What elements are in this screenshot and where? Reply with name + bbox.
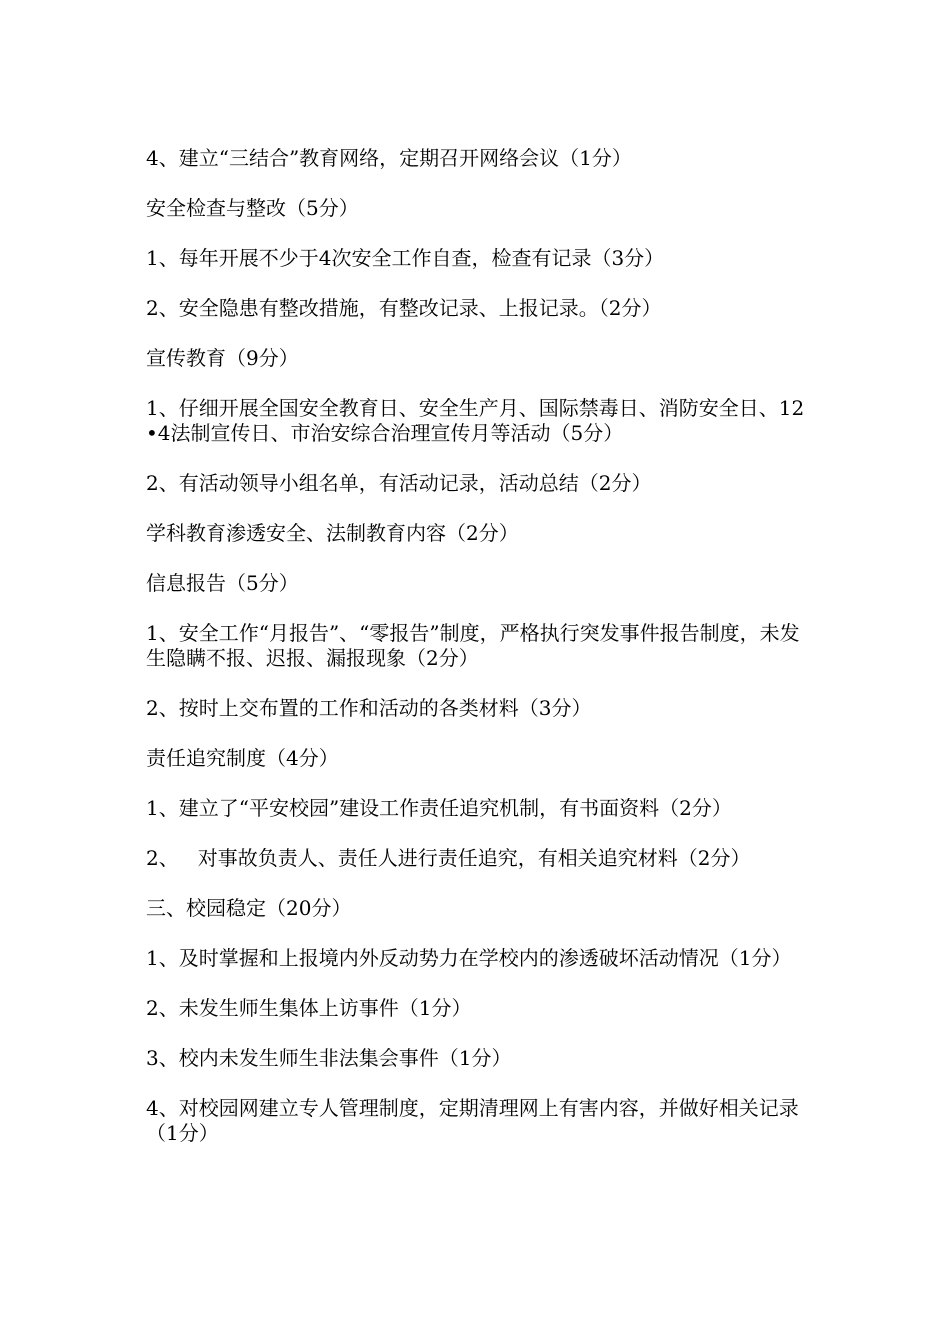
heading-safety-inspection: 安全检查与整改（5分） (146, 196, 359, 220)
document-body (146, 146, 810, 1171)
paragraph-report-system: 1、安全工作“月报告”、“零报告”制度，严格执行突发事件报告制度，未发生隐瞒不报、迟报、漏报现象（2分） (146, 621, 800, 670)
heading-campus-stability: 三、校园稳定（20分） (146, 896, 352, 920)
paragraph-infiltration-report: 1、及时掌握和上报境内外反动势力在学校内的渗透破坏活动情况（1分） (146, 946, 792, 970)
paragraph-education-activities: 1、仔细开展全国安全教育日、安全生产月、国际禁毒日、消防安全日、12•4法制宣传日、市治安综合治理宣传月等活动（5分） (146, 396, 805, 445)
paragraph-self-inspection: 1、每年开展不少于4次安全工作自查，检查有记录（3分） (146, 246, 665, 270)
heading-accountability: 责任追究制度（4分） (146, 746, 339, 770)
paragraph-no-petition: 2、未发生师生集体上访事件（1分） (146, 996, 472, 1020)
paragraph-activity-records: 2、有活动领导小组名单，有活动记录，活动总结（2分） (146, 471, 652, 495)
paragraph-accident-accountability: 2、 对事故负责人、责任人进行责任追究，有相关追究材料（2分） (146, 846, 751, 870)
paragraph-accountability-mechanism: 1、建立了“平安校园”建设工作责任追究机制，有书面资料（2分） (146, 796, 732, 820)
heading-publicity-education: 宣传教育（9分） (146, 346, 299, 370)
paragraph-hazard-rectification: 2、安全隐患有整改措施，有整改记录、上报记录。（2分） (146, 296, 662, 320)
paragraph-submit-materials: 2、按时上交布置的工作和活动的各类材料（3分） (146, 696, 592, 720)
heading-information-report: 信息报告（5分） (146, 571, 299, 595)
paragraph-campus-network: 4、对校园网建立专人管理制度，定期清理网上有害内容，并做好相关记录（1分） (146, 1096, 799, 1145)
heading-subject-education: 学科教育渗透安全、法制教育内容（2分） (146, 521, 519, 545)
paragraph-network-meeting: 4、建立“三结合”教育网络，定期召开网络会议（1分） (146, 146, 632, 170)
paragraph-no-illegal-assembly: 3、校内未发生师生非法集会事件（1分） (146, 1046, 512, 1070)
